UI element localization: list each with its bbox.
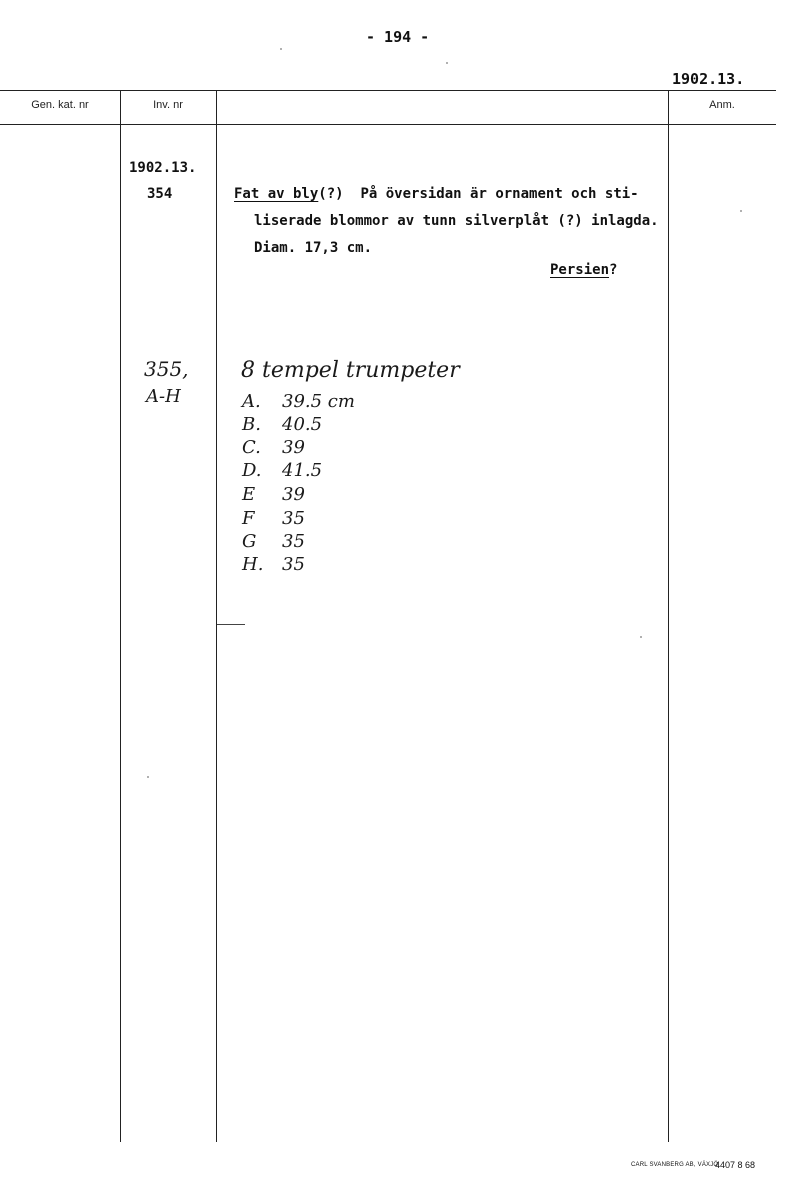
item-letter: A. bbox=[242, 391, 261, 412]
scan-speck bbox=[280, 48, 282, 50]
origin-line bbox=[550, 262, 617, 278]
trumpet-item-e bbox=[242, 484, 305, 505]
origin: Persien bbox=[550, 262, 610, 278]
item-letter: E bbox=[242, 484, 256, 505]
trumpet-item-b bbox=[242, 414, 322, 435]
item-length: 35 bbox=[282, 508, 305, 529]
header-bottom-rule bbox=[0, 124, 776, 125]
entry-separator bbox=[217, 624, 245, 625]
inv-number-355-sub: A-H bbox=[146, 386, 181, 407]
header-anm: Anm. bbox=[709, 99, 735, 111]
item-length: 39 bbox=[282, 484, 305, 505]
origin-suffix: ? bbox=[609, 262, 618, 278]
printer-mark: CARL SVANBERG AB, VÄXJÖ bbox=[631, 1162, 719, 1168]
trumpet-item-f bbox=[242, 508, 305, 529]
item-length: 35 bbox=[282, 554, 305, 575]
item-length: 35 bbox=[282, 531, 305, 552]
trumpet-item-d bbox=[242, 460, 322, 481]
trumpet-item-a bbox=[242, 391, 355, 412]
inv-number-355: 355, bbox=[144, 357, 189, 381]
item-letter: G bbox=[242, 531, 257, 552]
column-divider-3 bbox=[668, 90, 669, 1142]
inv-number-354: 354 bbox=[147, 186, 173, 202]
scan-speck bbox=[640, 636, 642, 638]
form-code: 4407 8 68 bbox=[715, 1160, 756, 1170]
item-letter: D. bbox=[242, 460, 262, 481]
object-title-suffix: (?) bbox=[318, 186, 344, 202]
header-inv-nr: Inv. nr bbox=[153, 99, 183, 111]
description-line-3: Diam. 17,3 cm. bbox=[254, 240, 373, 256]
item-length: 39 bbox=[282, 437, 305, 458]
scan-speck bbox=[446, 62, 448, 64]
item-letter: B. bbox=[242, 414, 261, 435]
description-line-2: liserade blommor av tunn silverplåt (?) inlagda. bbox=[254, 213, 659, 229]
column-divider-1 bbox=[120, 90, 121, 1142]
column-divider-2 bbox=[216, 90, 217, 1142]
header-gen-kat-nr: Gen. kat. nr bbox=[31, 99, 89, 111]
item-letter: H. bbox=[242, 554, 264, 575]
item-letter: F bbox=[242, 508, 255, 529]
trumpet-item-c bbox=[242, 437, 305, 458]
page-number: - 194 - bbox=[366, 28, 430, 46]
header-top-rule bbox=[0, 90, 776, 91]
acquisition-number: 1902.13. bbox=[129, 160, 197, 176]
description-line-1 bbox=[234, 186, 639, 202]
trumpet-item-h bbox=[242, 554, 305, 575]
item-length: 39.5 cm bbox=[282, 391, 355, 412]
item-letter: C. bbox=[242, 437, 261, 458]
item-length: 40.5 bbox=[282, 414, 323, 435]
trumpets-description: 8 tempel trumpeter bbox=[241, 358, 460, 383]
description-line-1-text: På översidan är ornament och sti- bbox=[360, 186, 639, 202]
trumpet-item-g bbox=[242, 531, 305, 552]
scan-speck bbox=[740, 210, 742, 212]
object-title: Fat av bly bbox=[234, 186, 319, 202]
scan-speck bbox=[147, 776, 149, 778]
top-right-reference: 1902.13. bbox=[672, 70, 745, 88]
item-length: 41.5 bbox=[282, 460, 323, 481]
